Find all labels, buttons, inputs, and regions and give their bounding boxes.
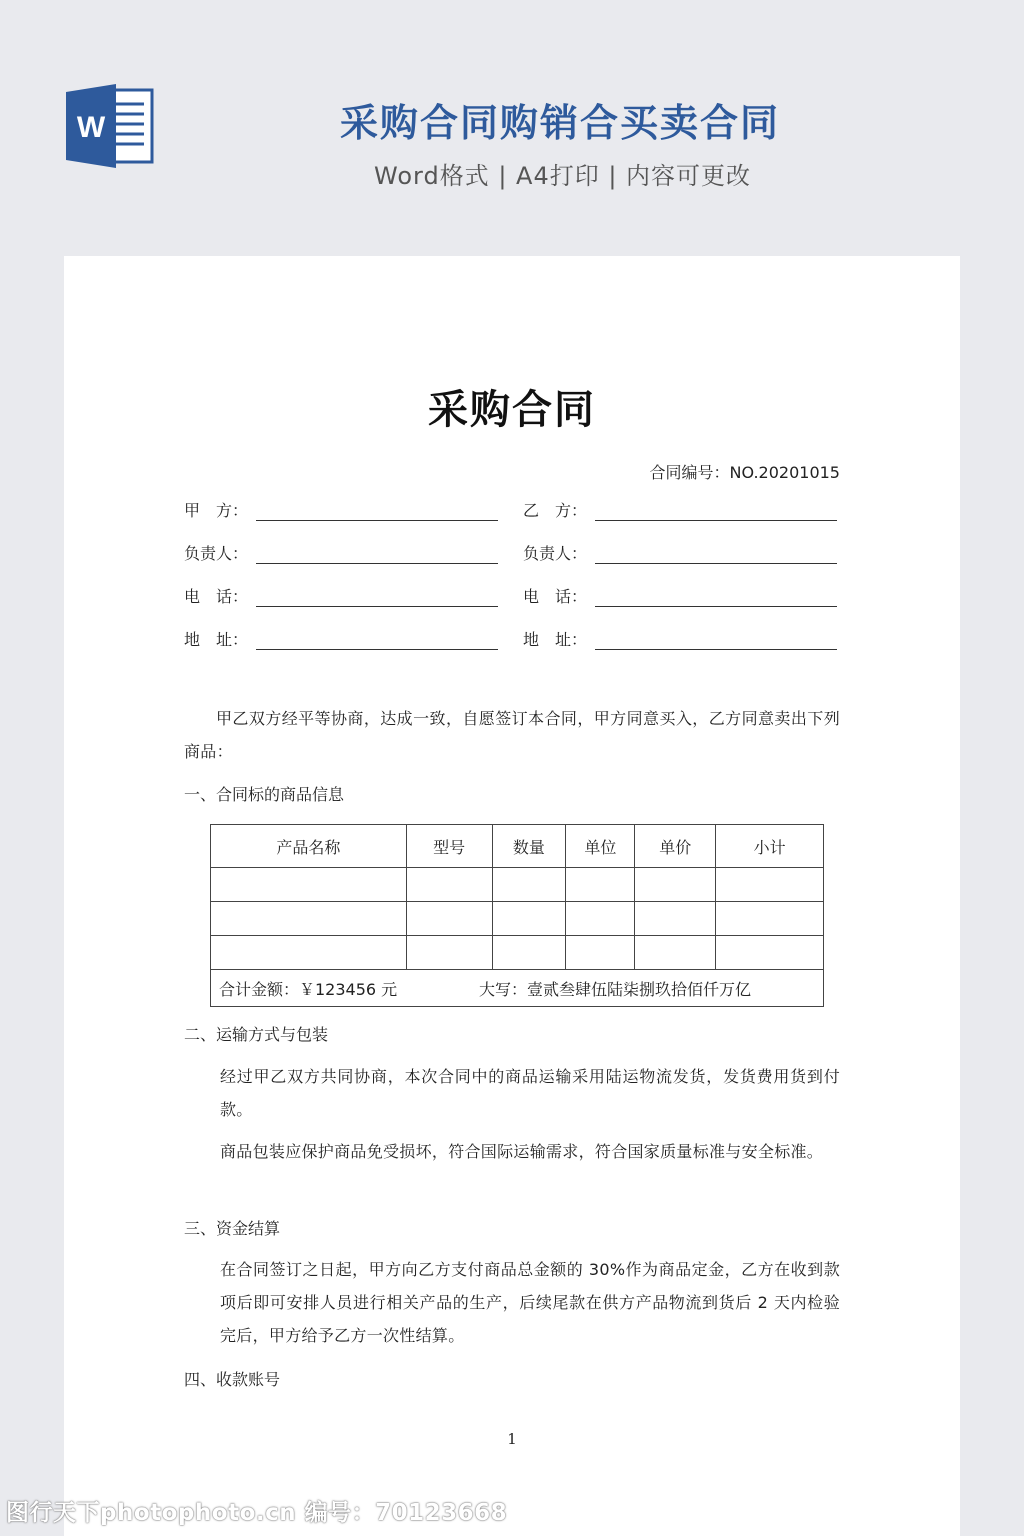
party-b-blank[interactable] (595, 502, 837, 521)
table-cell[interactable] (492, 936, 566, 970)
table-cell[interactable] (211, 902, 407, 936)
contract-number: 合同编号：NO.20201015 (649, 463, 840, 482)
table-total-cell (211, 970, 824, 1007)
table-cell[interactable] (406, 936, 492, 970)
section-3-heading: 三、资金结算 (184, 1219, 281, 1238)
party-b-manager-blank[interactable] (595, 545, 837, 564)
table-cell[interactable] (716, 868, 824, 902)
banner-subtitle: Word格式 | A4打印 | 内容可更改 (374, 162, 752, 190)
table-row (211, 936, 824, 970)
word-document-icon (64, 82, 156, 170)
table-cell[interactable] (406, 868, 492, 902)
table-row (211, 868, 824, 902)
party-b-address-label: 地 址： (523, 630, 588, 649)
document-title: 采购合同 (428, 387, 596, 433)
party-a-blank[interactable] (256, 502, 498, 521)
table-header: 数量 (492, 825, 566, 868)
party-a-label: 甲 方： (184, 501, 249, 520)
table-cell[interactable] (566, 936, 635, 970)
section-4-heading: 四、收款账号 (184, 1370, 281, 1389)
total-amount: 合计金额：￥123456 元 (219, 979, 398, 999)
table-header: 产品名称 (211, 825, 407, 868)
party-b-address-blank[interactable] (595, 631, 837, 650)
table-cell[interactable] (211, 936, 407, 970)
table-cell[interactable] (566, 868, 635, 902)
party-a-manager-blank[interactable] (256, 545, 498, 564)
party-a-phone-label: 电 话： (184, 587, 249, 606)
table-cell[interactable] (716, 936, 824, 970)
section-3-paragraph: 在合同签订之日起，甲方向乙方支付商品总金额的 30%作为商品定金，乙方在收到款项后即可安排人员进行相关产品的生产，后续尾款在供方产品物流到货后 2 天内检验完后，甲方给予乙方一次性结算。 (220, 1260, 840, 1345)
table-header-row (211, 825, 824, 868)
section-2-paragraph-2: 商品包装应保护商品免受损坏，符合国际运输需求，符合国家质量标准与安全标准。 (220, 1142, 824, 1161)
party-a-phone-blank[interactable] (256, 588, 498, 607)
word-icon-letter: W (76, 111, 106, 144)
party-a-address-label: 地 址： (184, 630, 249, 649)
section-2-paragraph-1: 经过甲乙双方共同协商，本次合同中的商品运输采用陆运物流发货，发货费用货到付款。 (220, 1067, 840, 1119)
table-cell[interactable] (566, 902, 635, 936)
party-a-address-blank[interactable] (256, 631, 498, 650)
goods-table (210, 824, 824, 1007)
party-b-phone-blank[interactable] (595, 588, 837, 607)
section-1-heading: 一、合同标的商品信息 (184, 785, 345, 804)
banner-title: 采购合同购销合买卖合同 (340, 101, 781, 145)
document-page (64, 256, 960, 1536)
table-cell[interactable] (492, 902, 566, 936)
page-number: 1 (507, 1430, 517, 1448)
intro-paragraph: 甲乙双方经平等协商，达成一致，自愿签订本合同，甲方同意买入，乙方同意卖出下列商品： (184, 709, 840, 761)
table-cell[interactable] (635, 936, 716, 970)
party-b-manager-label: 负责人： (523, 544, 588, 563)
table-cell[interactable] (716, 902, 824, 936)
table-row (211, 902, 824, 936)
table-cell[interactable] (492, 868, 566, 902)
total-amount-words: 大写：壹贰叁肆伍陆柒捌玖拾佰仟万亿 (479, 979, 752, 999)
party-b-label: 乙 方： (523, 501, 588, 520)
table-header: 型号 (406, 825, 492, 868)
table-cell[interactable] (635, 902, 716, 936)
table-total-row (211, 970, 824, 1007)
table-cell[interactable] (406, 902, 492, 936)
section-2-heading: 二、运输方式与包装 (184, 1025, 329, 1044)
watermark: 图行天下photophoto.cn 编号：70123668 (6, 1500, 508, 1526)
table-header: 单位 (566, 825, 635, 868)
table-cell[interactable] (211, 868, 407, 902)
party-b-phone-label: 电 话： (523, 587, 588, 606)
table-header: 小计 (716, 825, 824, 868)
table-header: 单价 (635, 825, 716, 868)
party-a-manager-label: 负责人： (184, 544, 249, 563)
table-cell[interactable] (635, 868, 716, 902)
